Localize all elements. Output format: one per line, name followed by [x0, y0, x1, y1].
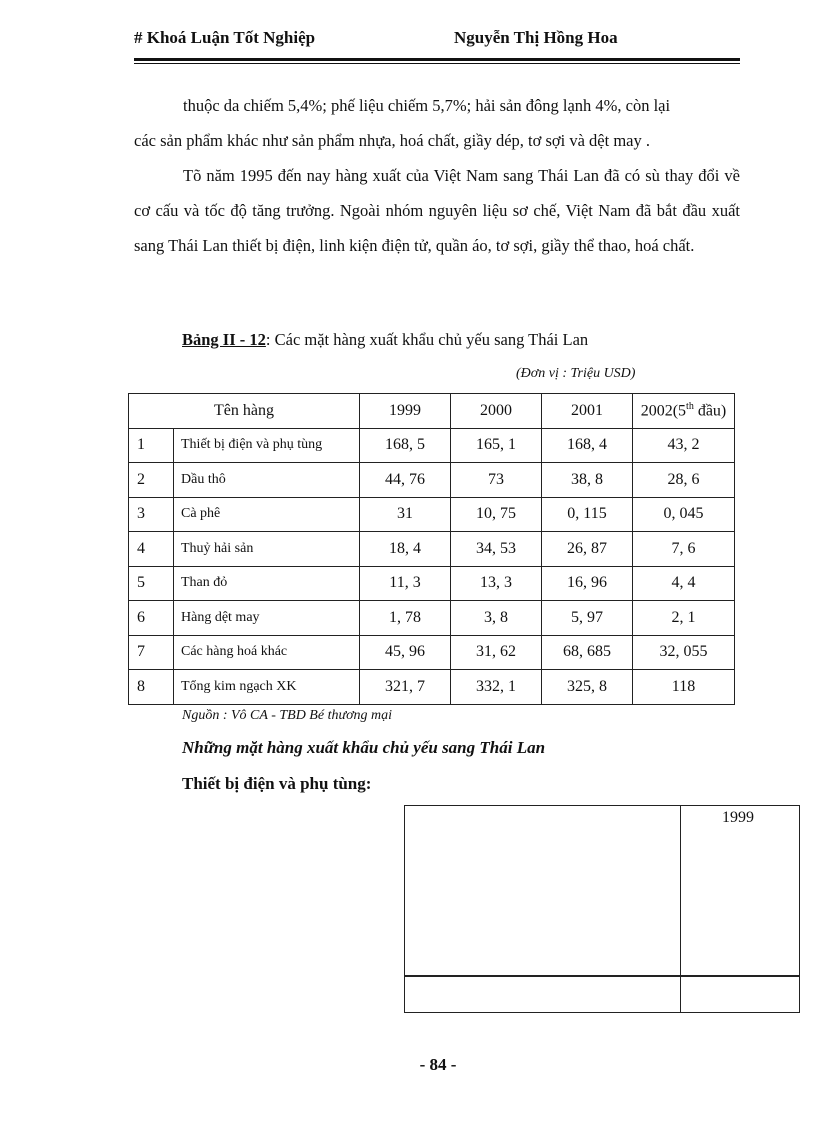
- export-table: [128, 393, 735, 705]
- table-row: [129, 635, 735, 670]
- row-value-1999: 18, 4: [360, 532, 451, 567]
- table-row: [129, 463, 735, 498]
- table-unit: (Đơn vị : Triệu USD): [516, 366, 636, 381]
- row-value-2001: 325, 8: [542, 670, 633, 705]
- header-2002: [633, 394, 735, 429]
- paragraph-2: [134, 158, 740, 263]
- row-value-2001: 38, 8: [542, 463, 633, 498]
- header-2002-prefix: 2002(5: [640, 402, 687, 420]
- paragraph-2-text: Tõ năm 1995 đến nay hàng xuất của Việt Nam sang Thái Lan đã có sù thay đổi về cơ cấu và tốc độ tăng trưởng. Ngoài nhóm nguyên liệu sơ chế, Việt Nam đã bắt đầu xuất sang Thái Lan thiết bị điện, linh kiện điện tử, quần áo, tơ sợi, giầy thể thao, hoá chất.: [134, 166, 740, 255]
- header-2002-suffix: đầu): [693, 402, 727, 420]
- row-name: Thiết bị điện và phụ tùng: [174, 428, 360, 463]
- row-value-2000: 10, 75: [451, 497, 542, 532]
- header-author: Nguyễn Thị Hồng Hoa: [454, 28, 618, 47]
- row-value-2002: 28, 6: [633, 463, 735, 498]
- row-value-2002: 4, 4: [633, 566, 735, 601]
- row-number: 8: [129, 670, 174, 705]
- row-value-1999: 168, 5: [360, 428, 451, 463]
- table-source: Nguồn : Vô CA - TBD Bé thương mại: [182, 708, 393, 723]
- row-value-2001: 168, 4: [542, 428, 633, 463]
- row-value-2001: 68, 685: [542, 635, 633, 670]
- table-row: [129, 428, 735, 463]
- row-value-1999: 11, 3: [360, 566, 451, 601]
- section-subhead: Thiết bị điện và phụ tùng:: [182, 774, 372, 793]
- row-value-2000: 332, 1: [451, 670, 542, 705]
- row-name: Dầu thô: [174, 463, 360, 498]
- row-name: Tổng kim ngạch XK: [174, 670, 360, 705]
- row-number: 7: [129, 635, 174, 670]
- row-value-2001: 26, 87: [542, 532, 633, 567]
- row-value-1999: 1, 78: [360, 601, 451, 636]
- row-value-2000: 73: [451, 463, 542, 498]
- row-value-2001: 0, 115: [542, 497, 633, 532]
- header-2000: 2000: [451, 394, 542, 429]
- row-number: 3: [129, 497, 174, 532]
- row-value-2000: 31, 62: [451, 635, 542, 670]
- page-number: - 84 -: [419, 1055, 457, 1074]
- row-number: 5: [129, 566, 174, 601]
- header-1999: 1999: [360, 394, 451, 429]
- chart-divider-vertical: [680, 805, 681, 1013]
- header-2001: 2001: [542, 394, 633, 429]
- row-number: 6: [129, 601, 174, 636]
- row-value-2002: 0, 045: [633, 497, 735, 532]
- row-value-2002: 7, 6: [633, 532, 735, 567]
- table-header-row: [129, 394, 735, 429]
- table-row: [129, 670, 735, 705]
- table-row: [129, 601, 735, 636]
- row-value-2000: 3, 8: [451, 601, 542, 636]
- chart-divider-horizontal: [404, 975, 800, 977]
- row-value-2001: 16, 96: [542, 566, 633, 601]
- table-row: [129, 566, 735, 601]
- row-value-2001: 5, 97: [542, 601, 633, 636]
- row-number: 2: [129, 463, 174, 498]
- paragraph-1-line-1: thuộc da chiếm 5,4%; phế liệu chiếm 5,7%; hải sản đông lạnh 4%, còn lại: [183, 96, 671, 115]
- row-value-1999: 45, 96: [360, 635, 451, 670]
- chart-frame: [404, 805, 800, 1013]
- paragraph-1-line-2: các sản phẩm khác như sản phẩm nhựa, hoá chất, giầy dép, tơ sợi và dệt may .: [134, 131, 650, 150]
- header-title-left: # Khoá Luận Tốt Nghiệp: [134, 28, 316, 47]
- row-name: Thuỷ hải sản: [174, 532, 360, 567]
- row-number: 1: [129, 428, 174, 463]
- row-value-2002: 2, 1: [633, 601, 735, 636]
- row-value-1999: 44, 76: [360, 463, 451, 498]
- row-name: Các hàng hoá khác: [174, 635, 360, 670]
- header-2002-sup: th: [686, 401, 694, 413]
- chart-year-label: 1999: [722, 809, 754, 826]
- section-title: Những mặt hàng xuất khẩu chủ yếu sang Thái Lan: [182, 738, 546, 757]
- row-value-1999: 31: [360, 497, 451, 532]
- row-value-2002: 32, 055: [633, 635, 735, 670]
- row-name: Cà phê: [174, 497, 360, 532]
- row-value-2000: 13, 3: [451, 566, 542, 601]
- chart-placeholder-box: [404, 805, 801, 1014]
- header-name: Tên hàng: [129, 394, 360, 429]
- table-row: [129, 532, 735, 567]
- table-row: [129, 497, 735, 532]
- row-value-2000: 165, 1: [451, 428, 542, 463]
- row-value-1999: 321, 7: [360, 670, 451, 705]
- header-rule-thin: [134, 63, 740, 64]
- paragraph-1: [134, 88, 740, 158]
- row-name: Than đỏ: [174, 566, 360, 601]
- table-caption-label: Bảng II - 12: [182, 330, 266, 349]
- table-caption: [182, 330, 588, 350]
- row-value-2000: 34, 53: [451, 532, 542, 567]
- header-rule-thick: [134, 58, 740, 61]
- row-number: 4: [129, 532, 174, 567]
- row-name: Hàng dệt may: [174, 601, 360, 636]
- table-caption-text: : Các mặt hàng xuất khẩu chủ yếu sang Thái Lan: [265, 330, 589, 349]
- row-value-2002: 118: [633, 670, 735, 705]
- row-value-2002: 43, 2: [633, 428, 735, 463]
